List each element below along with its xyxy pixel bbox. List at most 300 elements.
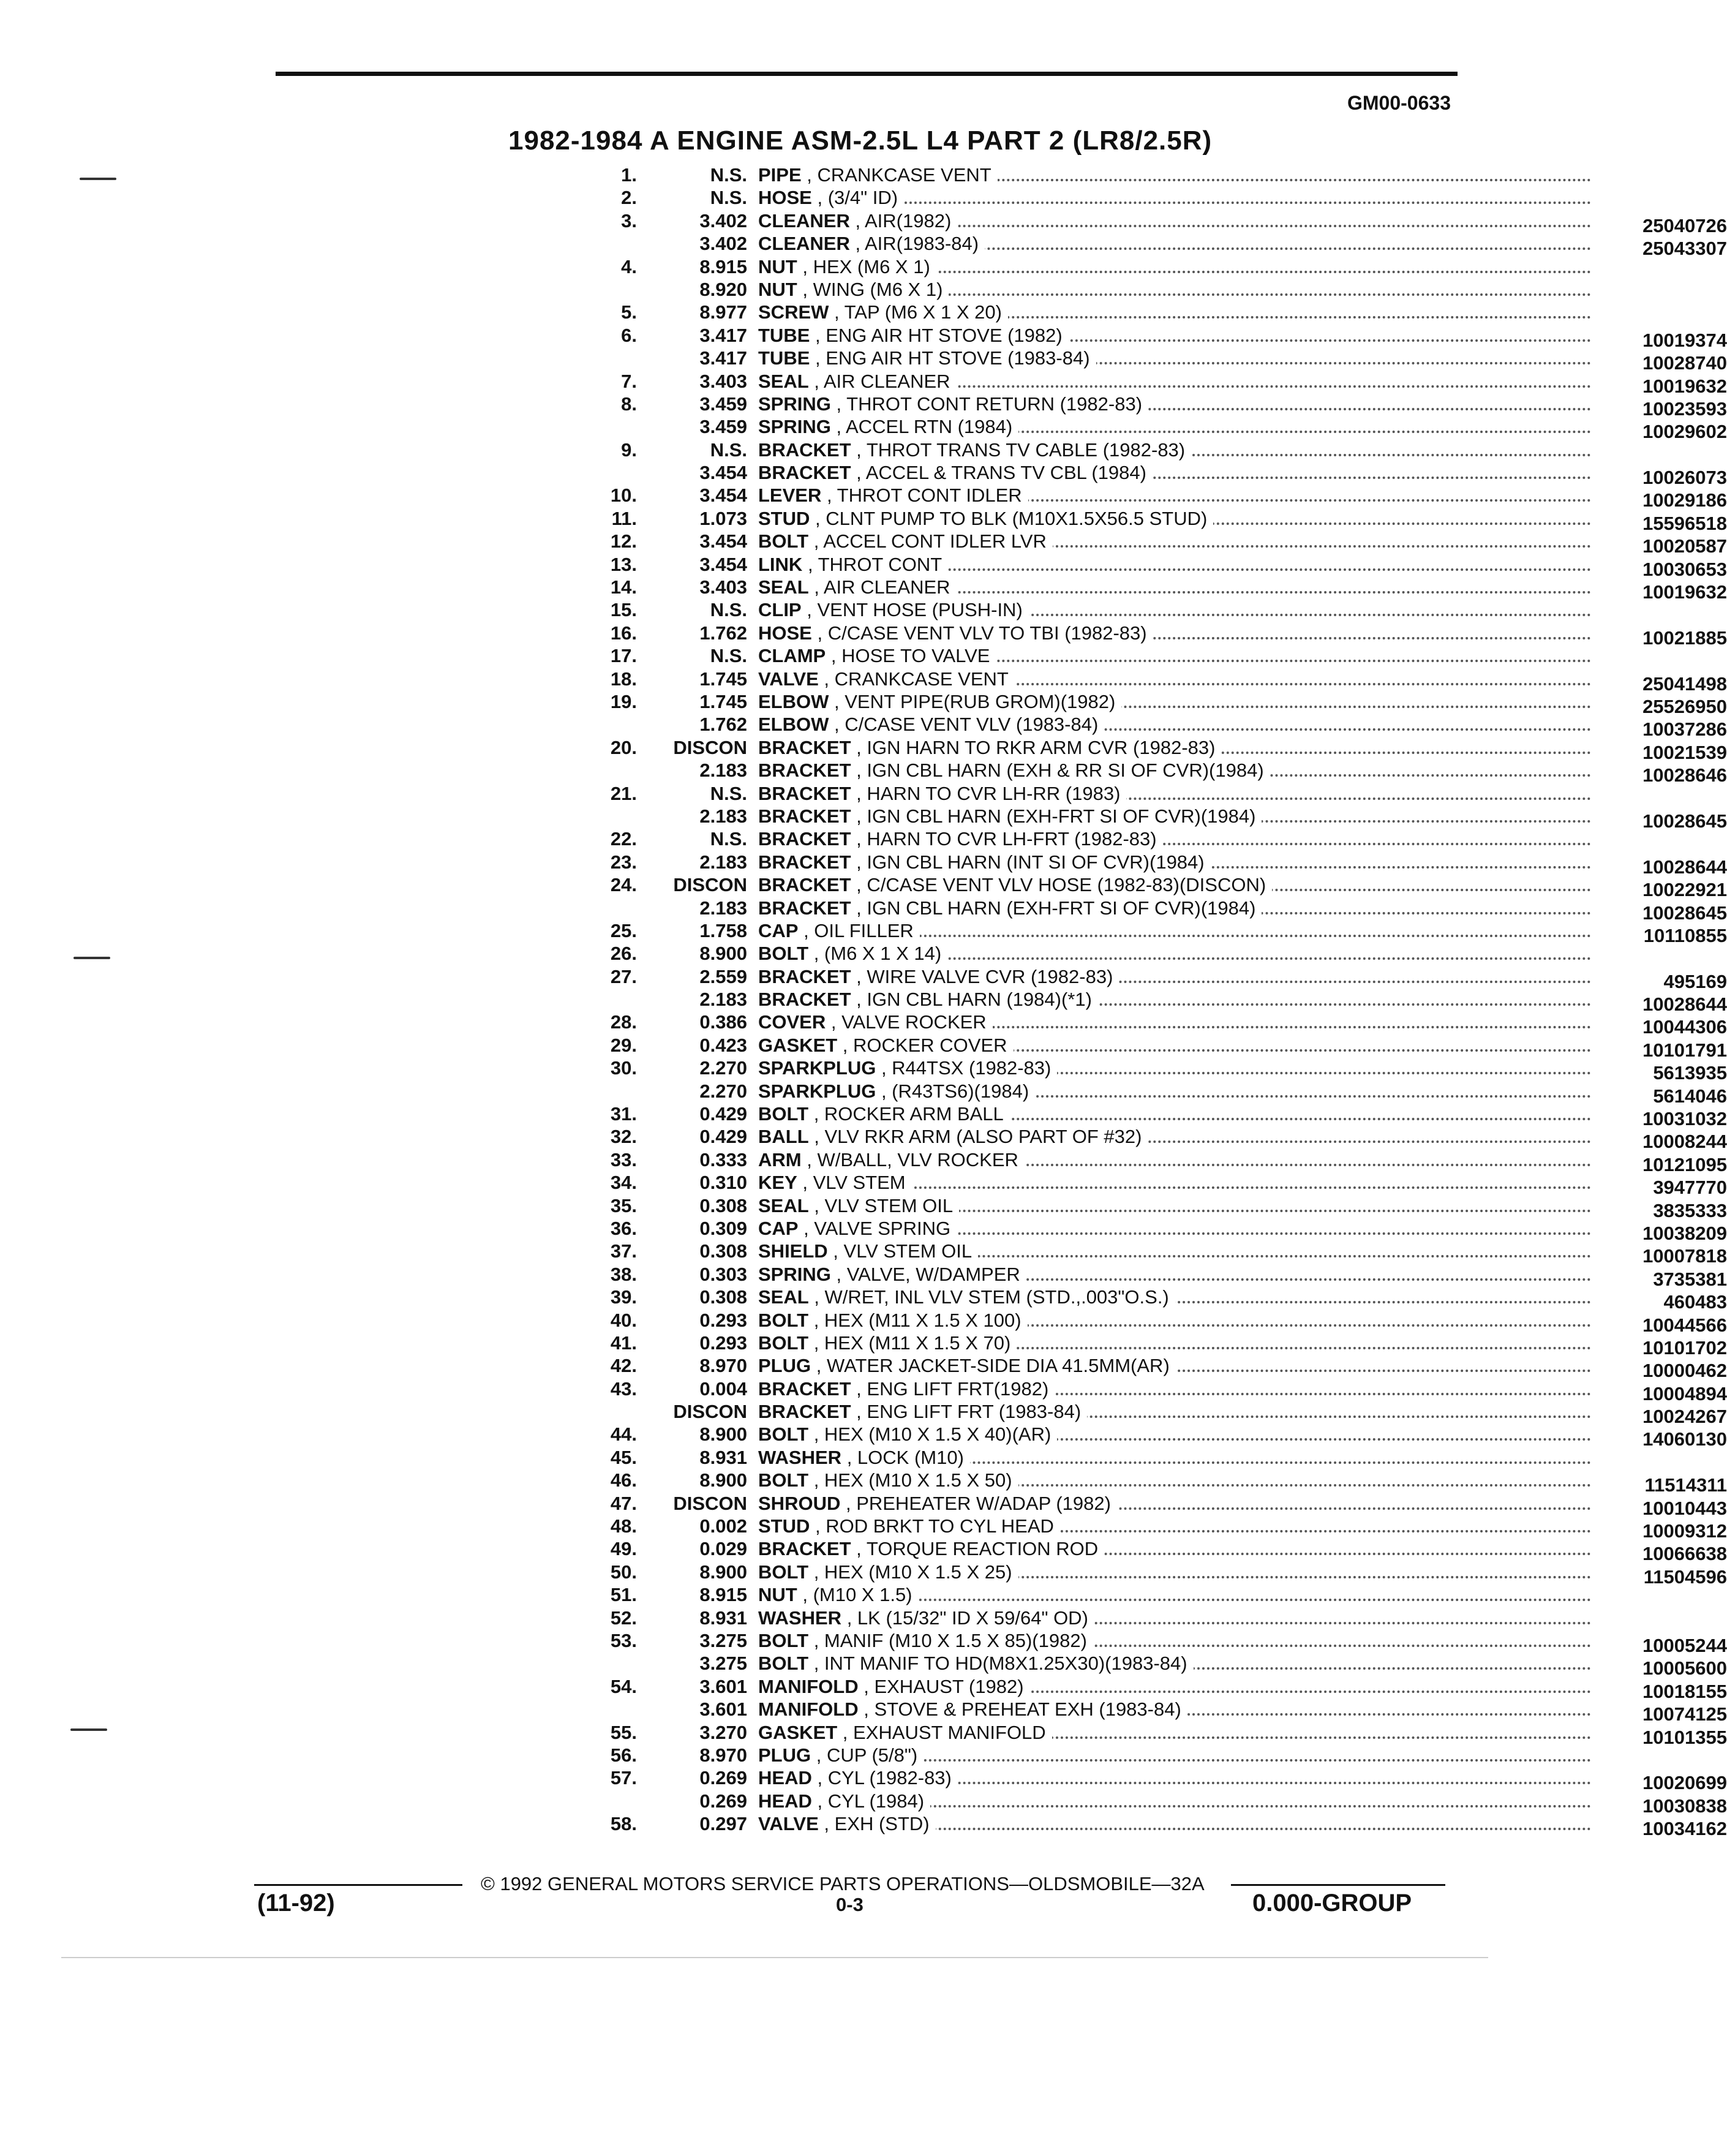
item-number: 1. xyxy=(621,164,637,186)
part-number: 460483 xyxy=(1592,1291,1727,1313)
part-entry: ELBOW , C/CASE VENT VLV (1983-84) xyxy=(758,713,1104,736)
top-rule xyxy=(276,72,1458,76)
group-number: 0.303 xyxy=(699,1263,747,1285)
part-name: LEVER xyxy=(758,484,822,507)
item-number: 24. xyxy=(610,874,637,896)
part-row xyxy=(282,1354,1727,1382)
part-name: MANIFOLD xyxy=(758,1698,859,1721)
part-entry: BRACKET , ENG LIFT FRT(1982) xyxy=(758,1378,1055,1400)
part-description: HEX (M11 X 1.5 X 100) xyxy=(824,1309,1022,1331)
part-description: IGN HARN TO RKR ARM CVR (1982-83) xyxy=(867,736,1216,758)
part-number: 10019632 xyxy=(1592,581,1727,603)
group-number: 0.309 xyxy=(699,1217,747,1239)
group-number: 8.931 xyxy=(699,1446,747,1468)
group-number: 8.931 xyxy=(699,1607,747,1629)
group-number: 0.002 xyxy=(699,1515,747,1537)
part-description: EXHAUST MANIFOLD xyxy=(853,1721,1046,1743)
part-number: 5614046 xyxy=(1592,1085,1727,1107)
item-number: 46. xyxy=(610,1469,637,1491)
group-number: N.S. xyxy=(710,599,747,621)
part-number: 3835333 xyxy=(1592,1199,1727,1222)
item-number: 39. xyxy=(610,1286,637,1308)
part-description: VENT PIPE(RUB GROM)(1982) xyxy=(845,690,1116,712)
part-number: 15596518 xyxy=(1592,512,1727,535)
part-name: SEAL xyxy=(758,576,809,598)
part-number: 10037286 xyxy=(1592,718,1727,741)
item-number: 6. xyxy=(621,324,637,346)
item-number: 7. xyxy=(621,370,637,392)
part-description: VLV RKR ARM (ALSO PART OF #32) xyxy=(824,1126,1142,1148)
part-description: ACCEL RTN (1984) xyxy=(846,416,1013,438)
group-number: 1.758 xyxy=(699,919,747,941)
part-row xyxy=(282,1148,1727,1175)
item-number: 23. xyxy=(610,851,637,873)
part-description: IGN CBL HARN (1984)(*1) xyxy=(867,989,1092,1011)
item-number: 44. xyxy=(610,1423,637,1446)
item-number: 41. xyxy=(610,1332,637,1354)
part-description: ENG AIR HT STOVE (1982) xyxy=(826,324,1063,346)
part-description: STOVE & PREHEAT EXH (1983-84) xyxy=(874,1698,1181,1721)
item-number: 19. xyxy=(610,690,637,712)
part-description: CYL (1984) xyxy=(827,1790,925,1812)
part-entry: BOLT , INT MANIF TO HD(M8X1.25X30)(1983-84) xyxy=(758,1652,1194,1675)
part-entry: VALVE , CRANKCASE VENT xyxy=(758,668,1015,690)
part-row xyxy=(282,965,1727,992)
item-number: 13. xyxy=(610,553,637,575)
part-name: SPARKPLUG xyxy=(758,1057,876,1079)
part-description: IGN CBL HARN (EXH & RR SI OF CVR)(1984) xyxy=(867,760,1264,782)
part-number: 10004894 xyxy=(1592,1382,1727,1405)
part-row xyxy=(282,507,1727,534)
part-row xyxy=(282,713,1727,741)
part-number: 10010443 xyxy=(1592,1497,1727,1520)
part-name: ARM xyxy=(758,1148,802,1170)
part-row xyxy=(282,805,1727,832)
item-number: 48. xyxy=(610,1515,637,1537)
group-number: 0.429 xyxy=(699,1103,747,1125)
part-name: BRACKET xyxy=(758,828,851,850)
part-row xyxy=(282,1675,1727,1702)
part-name: GASKET xyxy=(758,1721,838,1743)
part-row xyxy=(282,668,1727,695)
part-entry: CAP , OIL FILLER xyxy=(758,919,920,942)
part-description: CRANKCASE VENT xyxy=(834,668,1009,690)
part-row xyxy=(282,1171,1727,1199)
footer-page-number: 0-3 xyxy=(836,1894,864,1915)
part-entry: ELBOW , VENT PIPE(RUB GROM)(1982) xyxy=(758,690,1121,713)
part-number: 495169 xyxy=(1592,970,1727,993)
group-number: 3.601 xyxy=(699,1675,747,1697)
part-description: C/CASE VENT VLV (1983-84) xyxy=(845,714,1099,736)
part-number: 10028645 xyxy=(1592,902,1727,924)
part-row xyxy=(282,1240,1727,1267)
item-number: 14. xyxy=(610,576,637,598)
part-entry: BRACKET , HARN TO CVR LH-RR (1983) xyxy=(758,782,1126,805)
part-description: CUP (5/8") xyxy=(826,1744,918,1766)
part-name: NUT xyxy=(758,278,797,300)
part-row xyxy=(282,484,1727,511)
part-row xyxy=(282,1423,1727,1450)
part-row xyxy=(282,1286,1727,1313)
part-number: 25526950 xyxy=(1592,695,1727,718)
group-number: 0.308 xyxy=(699,1194,747,1216)
part-name: BRACKET xyxy=(758,439,851,461)
group-number: 1.745 xyxy=(699,668,747,690)
part-number: 10026073 xyxy=(1592,466,1727,489)
scan-mark xyxy=(80,178,116,180)
part-name: CAP xyxy=(758,919,799,941)
part-row xyxy=(282,1469,1727,1496)
part-number: 10028740 xyxy=(1592,352,1727,374)
part-number: 10074125 xyxy=(1592,1703,1727,1725)
part-row xyxy=(282,186,1458,209)
group-number: N.S. xyxy=(710,828,747,850)
item-number: 16. xyxy=(610,622,637,644)
part-number: 10018155 xyxy=(1592,1680,1727,1703)
part-entry: BRACKET , IGN CBL HARN (1984)(*1) xyxy=(758,988,1098,1011)
item-number: 58. xyxy=(610,1813,637,1835)
group-number: 1.762 xyxy=(699,714,747,736)
group-number: 0.429 xyxy=(699,1126,747,1148)
part-row xyxy=(282,1629,1727,1656)
part-row xyxy=(282,1812,1727,1840)
part-name: STUD xyxy=(758,1515,810,1537)
part-entry: CLAMP , HOSE TO VALVE xyxy=(758,644,996,667)
part-entry: SPRING , THROT CONT RETURN (1982-83) xyxy=(758,393,1148,415)
part-name: ELBOW xyxy=(758,690,829,712)
part-name: SPRING xyxy=(758,393,831,415)
part-description: (R43TS6)(1984) xyxy=(892,1080,1029,1102)
page-title: 1982-1984 A ENGINE ASM-2.5L L4 PART 2 (LR8/2.5R) xyxy=(508,126,1213,156)
part-description: CRANKCASE VENT xyxy=(817,164,991,186)
part-entry: SEAL , VLV STEM OIL xyxy=(758,1194,959,1217)
part-row xyxy=(282,1057,1727,1084)
part-entry: TUBE , ENG AIR HT STOVE (1982) xyxy=(758,324,1069,347)
part-row xyxy=(282,759,1727,786)
group-number: N.S. xyxy=(710,164,747,186)
part-name: BRACKET xyxy=(758,1401,851,1423)
part-row xyxy=(282,370,1727,397)
part-number: 10028645 xyxy=(1592,810,1727,832)
part-entry: SPARKPLUG , (R43TS6)(1984) xyxy=(758,1080,1035,1102)
part-number: 25043307 xyxy=(1592,237,1727,260)
part-number: 10028644 xyxy=(1592,993,1727,1016)
part-number: 10038209 xyxy=(1592,1222,1727,1245)
part-row xyxy=(282,1492,1727,1519)
part-number: 3735381 xyxy=(1592,1268,1727,1291)
group-number: 3.403 xyxy=(699,370,747,392)
part-number: 10020699 xyxy=(1592,1771,1727,1794)
part-name: CLEANER xyxy=(758,209,850,232)
part-row xyxy=(282,1102,1727,1130)
item-number: 33. xyxy=(610,1148,637,1170)
item-number: 49. xyxy=(610,1538,637,1560)
part-entry: BRACKET , TORQUE REACTION ROD xyxy=(758,1537,1104,1560)
item-number: 2. xyxy=(621,187,637,209)
part-row xyxy=(282,1194,1727,1221)
item-number: 10. xyxy=(610,484,637,507)
part-name: CLAMP xyxy=(758,645,826,667)
item-number: 43. xyxy=(610,1378,637,1400)
part-description: EXH (STD) xyxy=(834,1813,930,1835)
part-entry: SEAL , AIR CLEANER xyxy=(758,576,957,598)
part-row xyxy=(282,1034,1727,1061)
part-row xyxy=(282,461,1727,489)
part-name: SPARKPLUG xyxy=(758,1080,876,1102)
part-row xyxy=(282,1607,1458,1629)
part-name: BOLT xyxy=(758,1309,809,1331)
part-number: 10034162 xyxy=(1592,1817,1727,1840)
part-number: 10009312 xyxy=(1592,1520,1727,1542)
part-entry: HEAD , CYL (1982-83) xyxy=(758,1766,958,1789)
part-number: 10031032 xyxy=(1592,1107,1727,1130)
part-number: 10019374 xyxy=(1592,329,1727,352)
part-description: OIL FILLER xyxy=(814,919,914,941)
group-number: 0.310 xyxy=(699,1172,747,1194)
part-description: VALVE, W/DAMPER xyxy=(846,1263,1020,1285)
part-entry: BOLT , HEX (M11 X 1.5 X 100) xyxy=(758,1309,1028,1332)
part-entry: BRACKET , C/CASE VENT VLV HOSE (1982-83)(DISCON) xyxy=(758,873,1272,896)
group-number: 8.970 xyxy=(699,1355,747,1377)
part-name: TUBE xyxy=(758,347,810,369)
parts-list xyxy=(282,164,1727,1840)
part-row xyxy=(282,576,1727,603)
part-name: BRACKET xyxy=(758,462,851,484)
group-number: 0.333 xyxy=(699,1148,747,1170)
part-entry: COVER , VALVE ROCKER xyxy=(758,1011,993,1033)
part-number: 10023593 xyxy=(1592,398,1727,420)
part-entry: BRACKET , IGN CBL HARN (EXH & RR SI OF CVR)(1984) xyxy=(758,759,1270,782)
group-number: 1.762 xyxy=(699,622,747,644)
part-row xyxy=(282,530,1727,557)
part-name: CLEANER xyxy=(758,233,850,255)
part-entry: WASHER , LOCK (M10) xyxy=(758,1446,970,1469)
part-name: CLIP xyxy=(758,599,802,621)
item-number: 5. xyxy=(621,301,637,323)
part-name: BOLT xyxy=(758,1561,809,1583)
part-row xyxy=(282,232,1727,260)
part-entry: BRACKET , WIRE VALVE CVR (1982-83) xyxy=(758,965,1119,988)
item-number: 45. xyxy=(610,1446,637,1468)
group-number: 0.269 xyxy=(699,1790,747,1812)
part-row xyxy=(282,324,1727,351)
part-entry: SHROUD , PREHEATER W/ADAP (1982) xyxy=(758,1492,1117,1515)
item-number: 18. xyxy=(610,668,637,690)
group-number: 3.417 xyxy=(699,347,747,369)
item-number: 54. xyxy=(610,1675,637,1697)
bottom-rule xyxy=(61,1957,1488,1958)
item-number: 20. xyxy=(610,736,637,758)
part-name: SCREW xyxy=(758,301,829,323)
part-name: BRACKET xyxy=(758,782,851,804)
part-row xyxy=(282,553,1727,580)
part-row xyxy=(282,873,1727,901)
part-number: 10007818 xyxy=(1592,1245,1727,1267)
part-name: SPRING xyxy=(758,1263,831,1285)
part-entry: GASKET , ROCKER COVER xyxy=(758,1034,1014,1057)
part-row xyxy=(282,1446,1458,1469)
footer-rule-right xyxy=(1231,1884,1445,1886)
part-description: W/RET, INL VLV STEM (STD.,.003"O.S.) xyxy=(824,1286,1169,1308)
part-row xyxy=(282,1400,1727,1428)
footer-date: (11-92) xyxy=(257,1890,335,1917)
part-row xyxy=(282,644,1458,667)
item-number: 47. xyxy=(610,1492,637,1514)
item-number: 57. xyxy=(610,1767,637,1789)
part-row xyxy=(282,1721,1727,1748)
part-entry: BOLT , (M6 X 1 X 14) xyxy=(758,942,947,965)
part-number: 10024267 xyxy=(1592,1405,1727,1428)
group-number: DISCON xyxy=(673,1401,747,1423)
item-number: 21. xyxy=(610,782,637,804)
group-number: 3.417 xyxy=(699,324,747,346)
part-description: HARN TO CVR LH-RR (1983) xyxy=(867,782,1121,804)
part-number: 10008244 xyxy=(1592,1130,1727,1153)
group-number: 3.402 xyxy=(699,209,747,232)
scan-mark xyxy=(70,1728,107,1731)
part-description: IGN CBL HARN (INT SI OF CVR)(1984) xyxy=(867,851,1205,873)
part-row xyxy=(282,347,1727,374)
part-description: (3/4" ID) xyxy=(827,187,898,209)
group-number: 0.269 xyxy=(699,1767,747,1789)
part-description: CYL (1982-83) xyxy=(827,1767,952,1789)
group-number: DISCON xyxy=(673,1492,747,1514)
item-number: 22. xyxy=(610,828,637,850)
part-name: BOLT xyxy=(758,943,809,965)
part-row xyxy=(282,1217,1727,1244)
part-description: VALVE SPRING xyxy=(814,1217,951,1239)
group-number: 2.183 xyxy=(699,760,747,782)
item-number: 55. xyxy=(610,1721,637,1743)
part-number: 25041498 xyxy=(1592,673,1727,695)
group-number: DISCON xyxy=(673,874,747,896)
scan-mark xyxy=(73,957,110,959)
part-entry: LINK , THROT CONT xyxy=(758,553,948,576)
part-entry: WASHER , LK (15/32" ID X 59/64" OD) xyxy=(758,1607,1094,1629)
part-row xyxy=(282,393,1727,420)
part-entry: HOSE , (3/4" ID) xyxy=(758,186,904,209)
part-description: ACCEL CONT IDLER LVR xyxy=(823,530,1047,552)
part-entry: BRACKET , THROT TRANS TV CABLE (1982-83) xyxy=(758,439,1191,461)
group-number: DISCON xyxy=(673,736,747,758)
part-name: BOLT xyxy=(758,1469,809,1491)
part-description: ROCKER COVER xyxy=(853,1034,1007,1056)
part-entry: BRACKET , ENG LIFT FRT (1983-84) xyxy=(758,1400,1087,1423)
part-row xyxy=(282,1011,1727,1038)
part-row xyxy=(282,1515,1727,1542)
group-number: N.S. xyxy=(710,187,747,209)
item-number: 30. xyxy=(610,1057,637,1079)
group-number: 8.900 xyxy=(699,943,747,965)
part-row xyxy=(282,164,1458,186)
group-number: 0.423 xyxy=(699,1034,747,1056)
part-name: SEAL xyxy=(758,1286,809,1308)
part-description: EXHAUST (1982) xyxy=(874,1675,1024,1697)
part-description: LOCK (M10) xyxy=(857,1446,964,1468)
item-number: 52. xyxy=(610,1607,637,1629)
part-name: LINK xyxy=(758,553,803,575)
part-name: BOLT xyxy=(758,1653,809,1675)
part-entry: BOLT , MANIF (M10 X 1.5 X 85)(1982) xyxy=(758,1629,1093,1652)
part-name: BRACKET xyxy=(758,989,851,1011)
part-entry: PLUG , CUP (5/8") xyxy=(758,1744,924,1766)
part-entry: BOLT , HEX (M10 X 1.5 X 25) xyxy=(758,1561,1018,1583)
part-name: VALVE xyxy=(758,1813,819,1835)
part-description: HEX (M10 X 1.5 X 50) xyxy=(824,1469,1012,1491)
part-name: KEY xyxy=(758,1172,797,1194)
part-name: CAP xyxy=(758,1217,799,1239)
part-name: SHROUD xyxy=(758,1492,841,1514)
group-number: 3.601 xyxy=(699,1698,747,1721)
footer-group: 0.000-GROUP xyxy=(1252,1890,1412,1917)
part-description: (M6 X 1 X 14) xyxy=(824,943,942,965)
group-number: 0.293 xyxy=(699,1332,747,1354)
part-description: C/CASE VENT VLV HOSE (1982-83)(DISCON) xyxy=(867,874,1266,896)
part-name: PLUG xyxy=(758,1355,811,1377)
part-row xyxy=(282,278,1458,301)
group-number: 3.275 xyxy=(699,1653,747,1675)
part-entry: STUD , CLNT PUMP TO BLK (M10X1.5X56.5 STUD) xyxy=(758,507,1213,530)
group-number: 2.270 xyxy=(699,1080,747,1102)
part-entry: VALVE , EXH (STD) xyxy=(758,1812,936,1835)
part-row xyxy=(282,255,1458,278)
part-description: INT MANIF TO HD(M8X1.25X30)(1983-84) xyxy=(824,1653,1187,1675)
part-description: AIR(1982) xyxy=(864,209,952,232)
part-name: NUT xyxy=(758,1584,797,1606)
part-row xyxy=(282,1378,1727,1404)
part-row xyxy=(282,622,1727,649)
part-row xyxy=(282,942,1458,965)
part-entry: CAP , VALVE SPRING xyxy=(758,1217,957,1240)
part-entry: BOLT , ACCEL CONT IDLER LVR xyxy=(758,530,1053,552)
part-name: BRACKET xyxy=(758,851,851,873)
part-number: 10121095 xyxy=(1592,1153,1727,1176)
item-number: 26. xyxy=(610,943,637,965)
part-name: BRACKET xyxy=(758,736,851,758)
group-number: 3.454 xyxy=(699,530,747,552)
item-number: 3. xyxy=(621,209,637,232)
part-number: 10028644 xyxy=(1592,856,1727,878)
part-name: BRACKET xyxy=(758,897,851,919)
part-entry: SHIELD , VLV STEM OIL xyxy=(758,1240,978,1262)
part-entry: MANIFOLD , STOVE & PREHEAT EXH (1983-84) xyxy=(758,1698,1187,1721)
part-name: SEAL xyxy=(758,1194,809,1216)
part-description: HARN TO CVR LH-FRT (1982-83) xyxy=(867,828,1157,850)
item-number: 53. xyxy=(610,1630,637,1651)
group-number: 2.183 xyxy=(699,805,747,827)
group-number: 2.270 xyxy=(699,1057,747,1079)
part-row xyxy=(282,598,1458,621)
group-number: 8.977 xyxy=(699,301,747,323)
part-description: AIR CLEANER xyxy=(823,576,950,598)
part-description: MANIF (M10 X 1.5 X 85)(1982) xyxy=(824,1630,1087,1651)
part-name: BOLT xyxy=(758,1103,809,1125)
part-row xyxy=(282,1652,1727,1679)
part-description: VLV STEM OIL xyxy=(824,1194,954,1216)
item-number: 31. xyxy=(610,1103,637,1125)
part-description: (M10 X 1.5) xyxy=(813,1584,912,1606)
part-description: CLNT PUMP TO BLK (M10X1.5X56.5 STUD) xyxy=(826,507,1208,529)
part-name: HOSE xyxy=(758,187,812,209)
part-row xyxy=(282,1583,1458,1606)
part-description: VENT HOSE (PUSH-IN) xyxy=(817,599,1023,621)
part-description: R44TSX (1982-83) xyxy=(892,1057,1052,1079)
group-number: 3.459 xyxy=(699,393,747,415)
part-name: ELBOW xyxy=(758,714,829,736)
part-number: 10029186 xyxy=(1592,489,1727,511)
part-entry: BRACKET , ACCEL & TRANS TV CBL (1984) xyxy=(758,461,1153,484)
part-name: PIPE xyxy=(758,164,802,186)
